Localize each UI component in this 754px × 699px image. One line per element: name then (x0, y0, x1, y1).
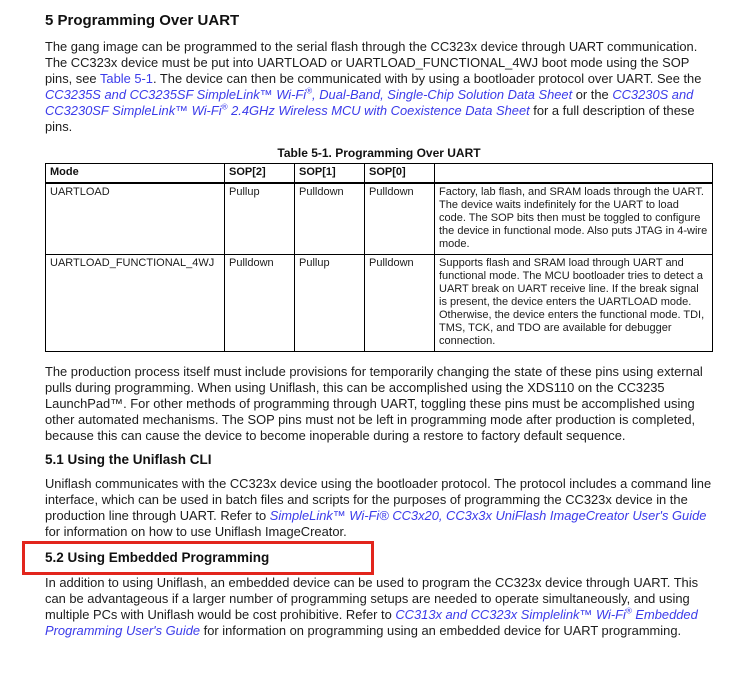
cell-sop0: Pulldown (365, 183, 435, 255)
cell-sop2: Pullup (225, 183, 295, 255)
column-header-sop0: SOP[0] (365, 164, 435, 184)
section-5-heading: 5 Programming Over UART (45, 12, 240, 29)
embedded-guide-link-title: CC313x and CC323x Simplelink™ Wi-Fi (395, 607, 626, 622)
uniflash-cli-paragraph (45, 476, 713, 540)
cell-sop1: Pulldown (295, 183, 365, 255)
section-5-1-heading: 5.1 Using the Uniflash CLI (45, 452, 212, 467)
cli-text-1: Uniflash communicates with the CC323x device using the bootloader protocol. The protocol includes a command line interface, which can be used in batch files and scripts for the purposes of programming the CC323x device in the production line through UART. Refer to (45, 476, 712, 523)
intro-paragraph (45, 39, 713, 135)
registered-trademark-symbol: ® (221, 102, 228, 112)
datasheet-link-cc3235-text: CC3235S and CC3235SF SimpleLink™ Wi-Fi (45, 87, 307, 102)
datasheet-link-cc3230-text2: 2.4GHz Wireless MCU with Coexistence Data Sheet (227, 103, 530, 118)
imagecreator-guide-link[interactable] (270, 508, 707, 523)
intro-text-1: The gang image can be programmed to the serial flash through the CC323x device through UART communication. The CC323x device must be put into UARTLOAD or UARTLOAD_FUNCTIONAL_4WJ boot mode using the SOP pins, see (45, 39, 698, 86)
table-5-1-link[interactable]: Table 5-1 (99, 71, 153, 86)
column-header-mode: Mode (46, 164, 225, 184)
cell-mode: UARTLOAD_FUNCTIONAL_4WJ (46, 255, 225, 352)
production-paragraph: The production process itself must include provisions for temporarily changing the state of these pins using external pulls during programming. When using Uniflash, this can be accomplished using the XDS110 on the CC3235 LaunchPad™. For other methods of programming through UART, toggling these pins must be accomplished using other automated mechanisms. The SOP pins must not be left in programming mode after production is completed, because this can cause the device to become inoperable during a restore to factory default sequence. (45, 364, 703, 443)
intro-text-2: . The device can then be communicated with by using a bootloader protocol over UART. See the (152, 71, 702, 86)
cell-description: Supports flash and SRAM load through UART and functional mode. The MCU bootloader tries to detect a UART break on UART receive line. If the break signal is present, the device enters the UARTLOAD mode. Otherwise, the device enters the functional mode. TDI, TMS, TCK, and TDO are available for debugger connection. (435, 255, 713, 352)
table-row-uartload-functional-4wj (46, 255, 713, 352)
table-header-row (46, 164, 713, 184)
column-header-sop2: SOP[2] (225, 164, 295, 184)
table-row-uartload (46, 183, 713, 255)
cell-description: Factory, lab flash, and SRAM loads through the UART. The device waits indefinitely for the UART to load code. The SOP bits then must be toggled to configure the device in functional mode. Also puts JTAG in 4-wire mode. (435, 183, 713, 255)
datasheet-link-cc3230-text: CC3230S and CC3230SF SimpleLink™ Wi-Fi (45, 87, 694, 118)
imagecreator-guide-link-title: SimpleLink™ Wi-Fi® CC3x20, CC3x3x UniFlash ImageCreator (269, 508, 633, 523)
embedded-programming-paragraph (45, 575, 713, 639)
datasheet-link-cc3235-text2: , Dual-Band, Single-Chip Solution Data Sheet (312, 87, 573, 102)
registered-trademark-symbol: ® (306, 86, 313, 96)
intro-text-4: for a full description of these pins. (45, 103, 695, 134)
imagecreator-guide-link-users-guide: User's Guide (632, 508, 707, 523)
column-header-sop1: SOP[1] (295, 164, 365, 184)
embedded-guide-link-users-guide: Embedded Programming User's Guide (45, 607, 698, 638)
intro-text-3: or the (572, 87, 613, 102)
registered-trademark-symbol: ® (625, 606, 632, 616)
cli-text-2: for information on how to use Uniflash ImageCreator. (45, 524, 347, 539)
table-5-1 (45, 163, 713, 352)
embedded-text-2: for information on programming using an embedded device for UART programming. (200, 623, 682, 638)
cell-sop2: Pulldown (225, 255, 295, 352)
cell-sop1: Pullup (295, 255, 365, 352)
column-header-description (435, 164, 713, 184)
section-5-2-heading: 5.2 Using Embedded Programming (45, 550, 270, 565)
datasheet-link-cc3235[interactable] (45, 87, 572, 102)
section-5-2-heading-wrap (45, 550, 713, 566)
cell-mode: UARTLOAD (46, 183, 225, 255)
embedded-text-1: In addition to using Uniflash, an embedded device can be used to program the CC323x device through UART. This can be advantageous if a larger number of programming setups are needed to operate simultaneously, and using multiple PCs with Uniflash would be cost prohibitive. Refer to (45, 575, 699, 622)
table-caption: Table 5-1. Programming Over UART (277, 146, 481, 160)
cell-sop0: Pulldown (365, 255, 435, 352)
